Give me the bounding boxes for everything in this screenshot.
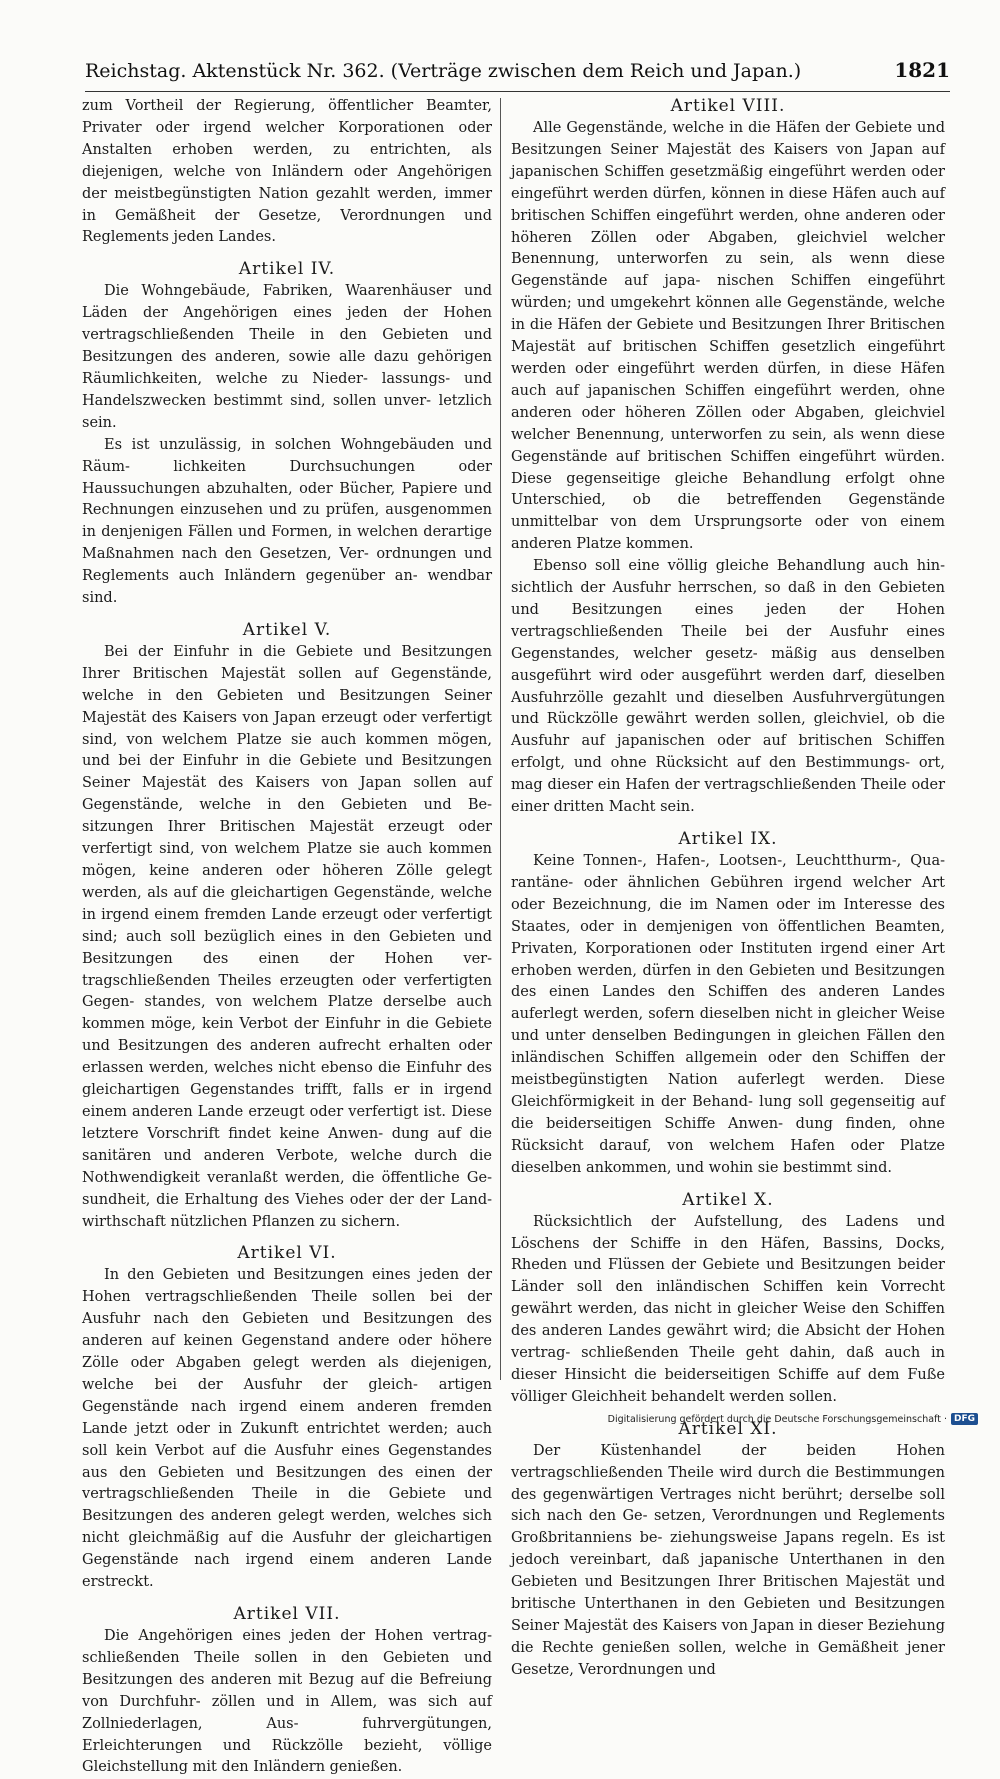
article-4-heading: Artikel IV. (238, 259, 336, 280)
article-8-paragraph-1: Alle Gegenstände, welche in die Häfen der Gebiete und Besitzungen Seiner Majestät des Kaisers von Japan auf japanischen Schiffen gesetzmäßig eingeführt werden oder eingeführt werden dürfen, können in diese Häfen auch auf britischen Schiffen eingeführt werden, ohne anderen oder höheren Zöllen oder Abgaben, gleichviel welcher Benennung, unterworfen zu sein, als wenn diese Gegenstände auf japa- nischen Schiffen eingeführt würden; und umgekehrt können alle Gegenstände, welche in die Häfen der Gebiete und Besitzungen Ihrer Britischen Majestät auf britischen Schiffen gesetzlich eingeführt werden oder eingeführt werden dürfen, in diese Häfen auch auf japanischen Schiffen eingeführt werden, ohne anderen oder höheren Zöllen oder Abgaben, gleichviel welcher Benennung, unterworfen zu sein, als wenn diese Gegenstände auf britischen Schiffen eingeführt würden. Diese gegenseitige gleiche Behandlung erfolgt ohne Unterschied, ob die betreffenden Gegenstände unmittelbar von dem Ursprungsorte oder von einem anderen Platze kommen. (511, 120, 945, 553)
credit-text: Digitalisierung gefördert durch die Deutsche Forschungsgemeinschaft · (607, 1413, 947, 1425)
article-8-paragraph-2: Ebenso soll eine völlig gleiche Behandlung auch hin- sichtlich der Ausfuhr herrschen, so daß in den Gebieten und Besitzungen eines jeden der Hohen vertragschließenden Theile bei der Ausfuhr eines Gegenstandes, welcher gesetz- mäßig aus denselben ausgeführt wird oder ausgeführt werden darf, dieselben Ausfuhrzölle gezahlt und dieselben Ausfuhrvergütungen und Rückzölle gewährt werden sollen, gleichviel, ob die Ausfuhr auf japanischen oder auf britischen Schiffen erfolgt, und ohne Rücksicht auf den Bestimmungs- ort, mag dieser ein Hafen der vertragschließenden Theile oder einer dritten Macht sein. (511, 558, 945, 816)
article-7-heading: Artikel VII. (233, 1604, 341, 1624)
article-5-heading: Artikel V. (242, 619, 332, 640)
header-rule (85, 91, 950, 92)
left-column (82, 96, 492, 1776)
header-title: Reichstag. Aktenstück Nr. 362. (Verträge zwischen dem Reich und Japan.) (85, 60, 802, 82)
article-6-heading: Artikel VI. (237, 1243, 337, 1264)
article-6-paragraph: In den Gebieten und Besitzungen eines jeden der Hohen vertragschließenden Theile sollen bei der Ausfuhr nach den Gebieten und Besitzungen des anderen auf keinen Gegenstand andere oder höhere Zölle oder Abgaben gelegt werden als diejenigen, welche bei der Ausfuhr der gleich- artigen Gegenstände nach irgend einem anderen fremden Lande jetzt oder in Zukunft entrichtet werden; auch soll kein Verbot auf die Ausfuhr eines Gegenstandes aus den Gebieten und Besitzungen des einen der vertragschließenden Theile in die Gebiete und Besitzungen des anderen gelegt werden, welches sich nicht gleichmäßig auf die Ausfuhr der gleichartigen Gegenstände nach irgend einem anderen Lande erstreckt. (82, 1267, 492, 1591)
article-10-heading: Artikel X. (682, 1189, 774, 1210)
article-10-paragraph: Rücksichtlich der Aufstellung, des Ladens und Löschens der Schiffe in den Häfen, Bassins, Docks, Rheden und Flüssen der Gebiete und Besitzungen beider Länder soll den inländischen Schiffen kein Vorrecht gewährt werden, das nicht in gleicher Weise den Schiffen des anderen Landes gewährt wird; die Absicht der Hohen vertrag- schließenden Theile geht dahin, daß auch in dieser Hinsicht die beiderseitigen Schiffe auf dem Fuße völliger Gleichheit behandelt werden sollen. (511, 1213, 945, 1405)
article-9-heading: Artikel IX. (678, 829, 778, 849)
dfg-logo-icon: DFG (951, 1413, 978, 1425)
article-5-paragraph: Bei der Einfuhr in die Gebiete und Besitzungen Ihrer Britischen Majestät sollen auf Gegenstände, welche in den Gebieten und Besitzungen Seiner Majestät des Kaisers von Japan erzeugt oder verfertigt sind, von welchem Platze sie auch kommen mögen, und bei der Einfuhr in die Gebiete und Besitzungen Seiner Majestät des Kaisers von Japan sollen auf Gegenstände, welche in den Gebieten und Be- sitzungen Ihrer Britischen Majestät erzeugt oder verfertigt sind, von welchem Platze sie auch kommen mögen, keine anderen oder höheren Zölle gelegt werden, als auf die gleichartigen Gegenstände, welche in irgend einem fremden Lande erzeugt oder verfertigt sind; auch soll bezüglich eines in den Gebieten und Besitzungen des einen der Hohen ver- tragschließenden Theiles erzeugten oder verfertigten Gegen- standes, von welchem Platze derselbe auch kommen möge, kein Verbot der Einfuhr in die Gebiete und Besitzungen des anderen aufrecht erhalten oder erlassen werden, welches nicht ebenso die Einfuhr des gleichartigen Gegenstandes trifft, falls er in irgend einem anderen Lande erzeugt oder verfertigt ist. Diese letztere Vorschrift findet keine Anwen- dung auf die sanitären und anderen Verbote, welche durch die Nothwendigkeit veranlaßt werden, die öffentliche Ge- sundheit, die Erhaltung des Viehes oder der der Land- wirthschaft nützlichen Pflanzen zu sichern. (82, 643, 492, 1230)
running-header (85, 58, 950, 90)
article-4-paragraph-1: Die Wohngebäude, Fabriken, Waarenhäuser und Läden der Angehörigen eines jeden der Hohen vertragschließenden Theile in den Gebieten und Besitzungen des anderen, sowie alle dazu gehörigen Räumlichkeiten, welche zu Nieder- lassungs- und Handelszwecken bestimmt sind, sollen unver- letzlich sein. (82, 283, 492, 431)
article-11-paragraph: Der Küstenhandel der beiden Hohen vertragschließenden Theile wird durch die Bestimmungen des gegenwärtigen Vertrages nicht berührt; derselbe soll sich nach den Ge- setzen, Verordnungen und Reglements Großbritanniens be- ziehungsweise Japans regeln. Es ist jedoch vereinbart, daß japanische Unterthanen in den Gebieten und Besitzungen Ihrer Britischen Majestät und britische Unterthanen in den Gebieten und Besitzungen Seiner Majestät des Kaisers von Japan in dieser Beziehung die Rechte genießen sollen, welche in Gemäßheit jener Gesetze, Verordnungen und (511, 1442, 945, 1678)
article-8-heading: Artikel VIII. (670, 96, 786, 116)
continued-paragraph: zum Vortheil der Regierung, öffentlicher Beamter, Privater oder irgend welcher Korporationen oder Anstalten erhoben werden, zu entrichten, als diejenigen, welche von Inländern oder Angehörigen der meistbegünstigten Nation gezahlt werden, immer in Gemäßheit der Gesetze, Verordnungen und Reglements jeden Landes. (82, 98, 492, 246)
article-7-paragraph: Die Angehörigen eines jeden der Hohen vertrag- schließenden Theile sollen in den Gebieten und Besitzungen des anderen mit Bezug auf die Befreiung von Durchfuhr- zöllen und in Allem, was sich auf Zollniederlagen, Aus- fuhrvergütungen, Erleichterungen und Rückzölle bezieht, völlige Gleichstellung mit den Inländern genießen. (82, 1628, 492, 1776)
article-9-paragraph: Keine Tonnen-, Hafen-, Lootsen-, Leuchtthurm-, Qua- rantäne- oder ähnlichen Gebühren irgend welcher Art oder Bezeichnung, die im Namen oder im Interesse des Staates, oder in demjenigen von öffentlichen Beamten, Privaten, Korporationen oder Instituten irgend einer Art erhoben werden, dürfen in den Gebieten und Besitzungen des einen Landes den Schiffen des anderen Landes auferlegt werden, sofern dieselben nicht in gleicher Weise und unter denselben Bedingungen in gleichen Fällen den inländischen Schiffen allgemein oder den Schiffen der meistbegünstigten Nation auferlegt werden. Diese Gleichförmigkeit in der Behand- lung soll gegenseitig auf die beiderseitigen Schiffe Anwen- dung finden, ohne Rücksicht darauf, von welchem Hafen oder Platze dieselben ankommen, und wohin sie bestimmt sind. (511, 853, 945, 1176)
column-divider (500, 98, 501, 1380)
article-4-paragraph-2: Es ist unzulässig, in solchen Wohngebäuden und Räum- lichkeiten Durchsuchungen oder Haussuchungen abzuhalten, oder Bücher, Papiere und Rechnungen einzusehen und zu prüfen, ausgenommen in denjenigen Fällen und Formen, in welchen derartige Maßnahmen nach den Gesetzen, Ver- ordnungen und Reglements auch Inländern gegenüber an- wendbar sind. (82, 436, 492, 607)
page-number: 1821 (894, 58, 950, 82)
digitization-credit (598, 1411, 978, 1427)
article-11-heading: Artikel XI. (678, 1418, 778, 1439)
